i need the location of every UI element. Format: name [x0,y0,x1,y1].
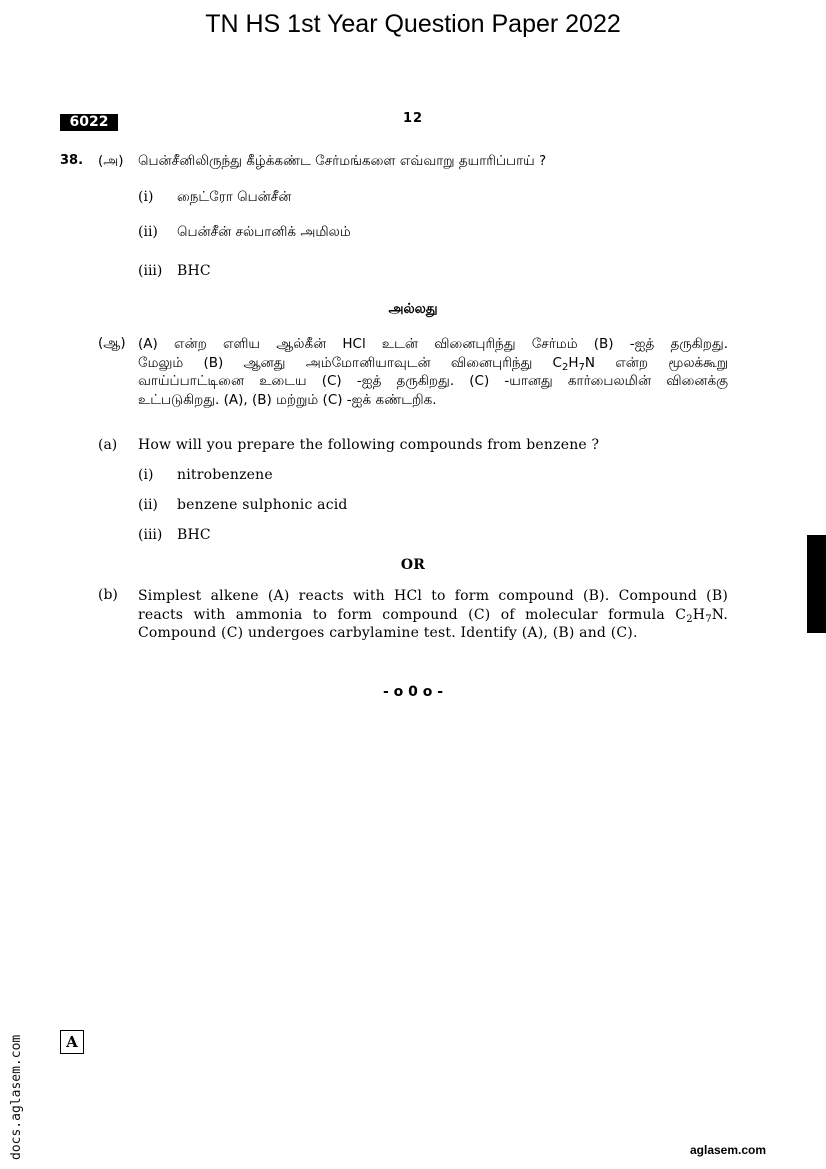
english-item-text: benzene sulphonic acid [177,497,348,513]
line-text: மேலும் (B) ஆனது அம்மோனியாவுடன் வினைபுரிந்து C [138,354,562,371]
paragraph-line: வாய்ப்பாட்டினை உடைய (C) -ஐத் தருகிறது. (C) -யானது கார்பைலமின் வினைக்கு [138,373,728,389]
english-item-num: (i) [138,467,154,483]
english-b-paragraph [138,587,728,643]
english-item-text: BHC [177,527,211,543]
end-mark: - o 0 o - [382,684,444,700]
tamil-item-text: நைட்ரோ பென்சீன் [177,189,292,205]
tamil-b-label: (ஆ) [98,335,126,351]
footer-site: aglasem.com [690,1143,767,1157]
edge-marker [807,535,826,633]
english-b-label: (b) [98,587,118,603]
tamil-item-text: BHC [177,263,211,279]
paragraph-line: Compound (C) undergoes carbylamine test. Identify (A), (B) and (C). [138,625,638,641]
version-box: A [60,1030,84,1054]
paragraph-line: Simplest alkene (A) reacts with HCl to form compound (B). Compound (B) [138,588,728,604]
subscript: 7 [578,361,585,373]
banner-title: TN HS 1st Year Question Paper 2022 [205,10,621,38]
paragraph-line: (A) என்ற எளிய ஆல்கீன் HCl உடன் வினைபுரிந்து சேர்மம் (B) -ஐத் தருகிறது. [138,336,728,352]
paragraph-line [138,354,728,373]
paragraph-line [138,606,728,625]
tamil-a-label: (அ) [98,153,124,169]
line-text: reacts with ammonia to form compound (C) of molecular formula C [138,606,687,623]
subscript: 7 [705,613,712,625]
page-number: 12 [402,111,424,126]
paragraph-line: உட்படுகிறது. (A), (B) மற்றும் (C) -ஐக் கண்டறிக. [138,391,437,408]
english-item-num: (ii) [138,497,158,513]
tamil-item-num: (i) [138,189,154,205]
english-a-text: How will you prepare the following compounds from benzene ? [138,437,600,453]
english-item-num: (iii) [138,527,163,543]
tamil-item-num: (ii) [138,224,158,240]
tamil-item-num: (iii) [138,263,163,279]
english-item-text: nitrobenzene [177,467,273,483]
tamil-a-text: பென்சீனிலிருந்து கீழ்க்கண்ட சேர்மங்களை எவ்வாறு தயாரிப்பாய் ? [138,153,547,169]
line-text: N என்ற மூலக்கூறு [584,354,728,371]
tamil-b-paragraph [138,335,728,409]
line-text: H [692,606,706,623]
question-number: 38. [60,153,84,168]
subscript: 2 [686,613,693,625]
english-a-label: (a) [98,437,118,453]
line-text: H [568,354,579,371]
english-or-divider: OR [400,557,426,573]
watermark: docs.aglasem.com [9,1034,24,1160]
line-text: N. [711,606,728,623]
tamil-item-text: பென்சீன் சல்பானிக் அமிலம் [177,224,351,240]
subscript: 2 [561,361,569,373]
paper-code-badge: 6022 [60,114,118,131]
tamil-or-divider: அல்லது [388,301,438,317]
